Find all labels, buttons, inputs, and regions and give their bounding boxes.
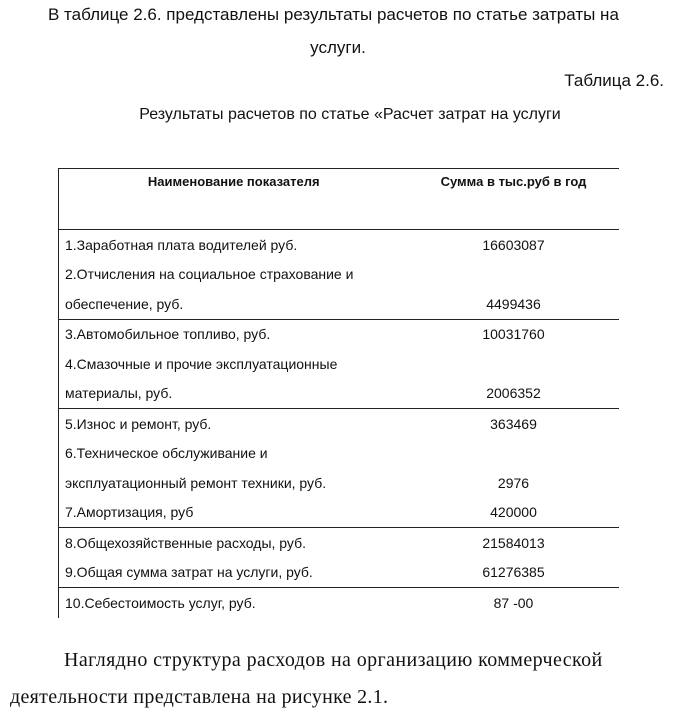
table-row xyxy=(59,528,619,558)
row-name: 4.Смазочные и прочие эксплуатационные xyxy=(59,349,409,379)
row-name: 10.Себестоимость услуг, руб. xyxy=(59,588,409,618)
row-value: 61276385 xyxy=(409,558,619,588)
row-name: 3.Автомобильное топливо, руб. xyxy=(59,319,409,349)
row-value xyxy=(409,349,619,379)
column-header-amount: Сумма в тыс.руб в год xyxy=(409,169,619,230)
row-name: 2.Отчисления на социальное страхование и xyxy=(59,260,409,290)
row-value: 4499436 xyxy=(409,289,619,319)
row-value: 2976 xyxy=(497,474,530,491)
row-value: 10031760 xyxy=(482,326,545,343)
row-value: 87 -00 xyxy=(493,594,534,611)
table-row xyxy=(59,349,619,379)
row-name: 5.Износ и ремонт, руб. xyxy=(59,409,409,439)
table-row xyxy=(59,468,619,498)
row-name: 7.Амортизация, руб xyxy=(59,498,409,528)
row-name: обеспечение, руб. xyxy=(59,289,409,319)
table-row xyxy=(59,409,619,439)
table-row xyxy=(59,289,619,319)
table-row xyxy=(59,319,619,349)
row-value: 21584013 xyxy=(482,534,545,551)
closing-paragraph-line-2: деятельности представлена на рисунке 2.1. xyxy=(10,686,389,708)
table-number-label: Таблица 2.6. xyxy=(564,71,664,90)
column-header-indicator: Наименование показателя xyxy=(59,169,409,230)
closing-paragraph-line-1: Наглядно структура расходов на организацию коммерческой xyxy=(64,649,603,671)
table-header-row xyxy=(59,169,619,230)
row-name: 1.Заработная плата водителей руб. xyxy=(59,230,409,260)
cost-table xyxy=(58,168,619,618)
row-name: эксплуатационный ремонт техники, руб. xyxy=(59,468,409,498)
table-row xyxy=(59,588,619,618)
row-name: 6.Техническое обслуживание и xyxy=(59,439,409,469)
table-row xyxy=(59,498,619,528)
table-title: Результаты расчетов по статье «Расчет затрат на услуги xyxy=(139,106,561,123)
table-row xyxy=(59,558,619,588)
row-value: 420000 xyxy=(409,498,619,528)
table-row xyxy=(59,379,619,409)
row-value: 2006352 xyxy=(409,379,619,409)
row-value: 363469 xyxy=(490,415,537,432)
table-row xyxy=(59,439,619,469)
row-name: материалы, руб. xyxy=(59,379,409,409)
row-name: 8.Общехозяйственные расходы, руб. xyxy=(59,528,409,558)
table-row xyxy=(59,230,619,260)
row-value xyxy=(409,439,619,469)
row-value: 16603087 xyxy=(482,236,545,253)
table-row xyxy=(59,260,619,290)
row-value xyxy=(409,260,619,290)
row-name: 9.Общая сумма затрат на услуги, руб. xyxy=(59,558,409,588)
intro-paragraph-line-1: В таблице 2.6. представлены результаты расчетов по статье затраты на xyxy=(48,5,619,24)
intro-paragraph-line-2: услуги. xyxy=(310,38,366,57)
